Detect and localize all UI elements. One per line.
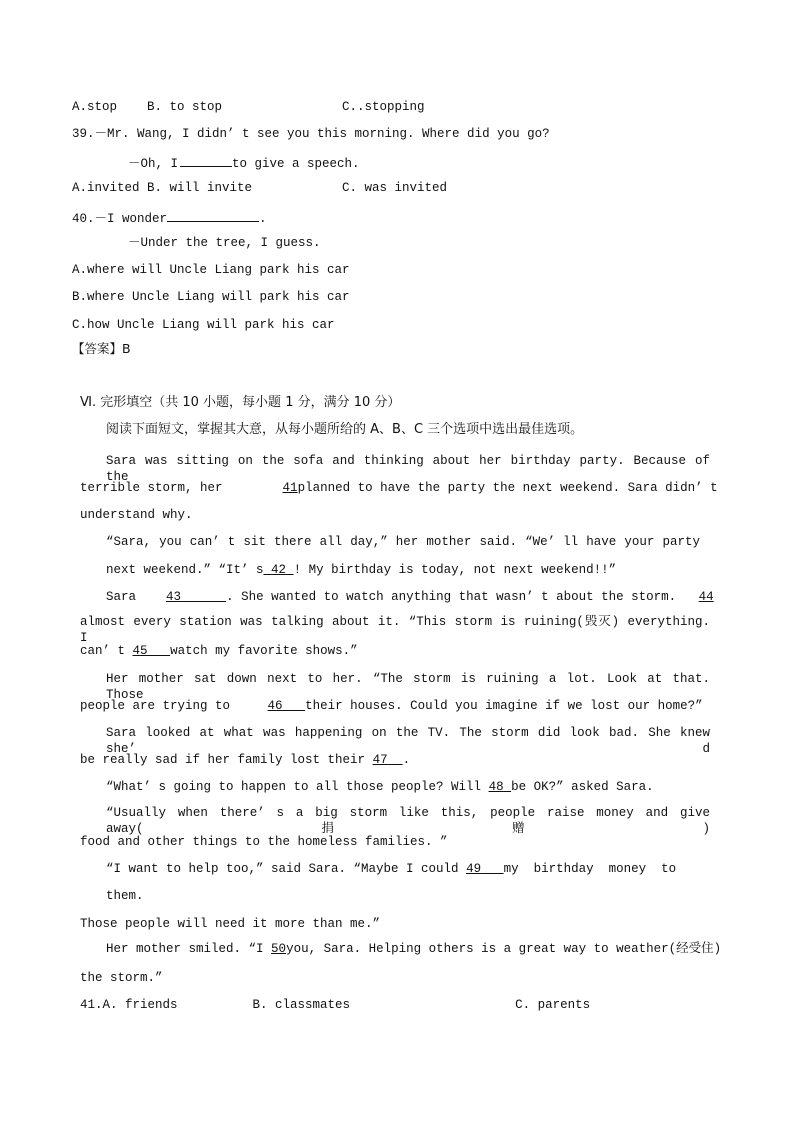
blank-42: 42 [271, 563, 287, 577]
section-heading: Ⅵ. 完形填空（共 10 小题，每小题 1 分，满分 10 分） [80, 395, 401, 410]
passage-text: terrible storm, her [80, 481, 223, 495]
q40-option-a: A.where will Uncle Liang park his car [72, 263, 350, 277]
q39-question: 39.－Mr. Wang, I didn’ t see you this morning. Where did you go? [72, 127, 550, 141]
passage-text: “I want to help too,” said Sara. “Maybe I could [106, 862, 459, 876]
blank-49: 49 [466, 862, 482, 876]
passage-line-3: understand why. [80, 508, 193, 522]
passage-line-7: almost every station was talking about it. “This storm is ruining(毁灭) everything. I [80, 615, 710, 645]
q39-options: A.invited B. will invite C. was invited [72, 181, 448, 195]
passage-line-11: Sara looked at what was happening on the TV. The storm did look bad. She knew she’ d [106, 726, 710, 756]
blank-50: 50 [271, 942, 287, 956]
blank-44: 44 [698, 590, 714, 604]
blank-41: 41 [282, 481, 298, 495]
q39-reply [128, 153, 360, 172]
q39-reply-after: to give a speech. [232, 157, 360, 171]
blank-48: 48 [488, 780, 504, 794]
passage-line-10 [80, 698, 703, 714]
blank-43: 43 [166, 590, 182, 604]
q40-option-b: B.where Uncle Liang will park his car [72, 290, 350, 304]
passage-line-2 [80, 480, 718, 496]
passage-text: . She wanted to watch anything that wasn’ t about the storm. [226, 590, 677, 604]
passage-text: planned to have the party the next weekend. Sara didn’ t [297, 481, 718, 495]
passage-line-9: Her mother sat down next to her. “The storm is ruining a lot. Look at that. Those [106, 672, 710, 702]
blank-47: 47 [372, 753, 388, 767]
passage-text: be really sad if her family lost their [80, 753, 366, 767]
passage-line-6 [106, 589, 714, 605]
q41-options: 41.A. friends B. classmates C. parents [80, 998, 591, 1012]
passage-line-5 [106, 562, 616, 578]
passage-line-13 [106, 779, 654, 795]
passage-text: Sara [106, 590, 137, 604]
passage-text: be OK?” asked Sara. [511, 780, 654, 794]
passage-text: can’ t [80, 644, 126, 658]
passage-line-1: Sara was sitting on the sofa and thinking about her birthday party. Because of the [106, 454, 710, 484]
q39-reply-before: －Oh, I [128, 157, 179, 171]
blank-46: 46 [267, 699, 283, 713]
passage-line-19 [106, 941, 721, 957]
answer-label: 【答案】B [72, 341, 131, 356]
passage-text: next weekend.” “It’ s [106, 563, 264, 577]
passage-line-18: Those people will need it more than me.” [80, 917, 381, 931]
passage-line-4: “Sara, you can’ t sit there all day,” her mother said. “We’ ll have your party [106, 535, 700, 549]
section-instruction: 阅读下面短文，掌握其大意，从每小题所给的 A、B、C 三个选项中选出最佳选项。 [106, 422, 584, 437]
passage-line-14: “Usually when there’ s a big storm like this, people raise money and give away(捐赠) [106, 806, 710, 836]
q40-question [72, 208, 267, 227]
q40-question-prefix: 40.－I wonder [72, 212, 168, 226]
passage-text: Her mother smiled. “I [106, 942, 264, 956]
passage-text: ! My birthday is today, not next weekend!!” [293, 563, 617, 577]
answer-blank [167, 208, 259, 222]
passage-text: you, Sara. Helping others is a great way to weather(经受住) [286, 942, 722, 956]
passage-line-16 [106, 861, 676, 877]
passage-line-8 [80, 643, 358, 659]
passage-text: my birthday money to [503, 862, 677, 876]
passage-text: . [402, 753, 411, 767]
q40-question-suffix: . [259, 212, 267, 226]
blank-45: 45 [132, 644, 148, 658]
passage-line-15: food and other things to the homeless families. ” [80, 835, 448, 849]
passage-text: “What’ s going to happen to all those people? Will [106, 780, 482, 794]
q38-options: A.stop B. to stop C..stopping [72, 100, 425, 114]
q40-reply: －Under the tree, I guess. [128, 236, 321, 250]
passage-text: watch my favorite shows.” [170, 644, 358, 658]
passage-text: their houses. Could you imagine if we lost our home?” [305, 699, 703, 713]
q40-option-c: C.how Uncle Liang will park his car [72, 318, 335, 332]
passage-line-17: them. [106, 889, 144, 903]
answer-blank [180, 153, 232, 167]
passage-line-12 [80, 752, 410, 768]
passage-text: people are trying to [80, 699, 231, 713]
passage-line-20: the storm.” [80, 971, 163, 985]
